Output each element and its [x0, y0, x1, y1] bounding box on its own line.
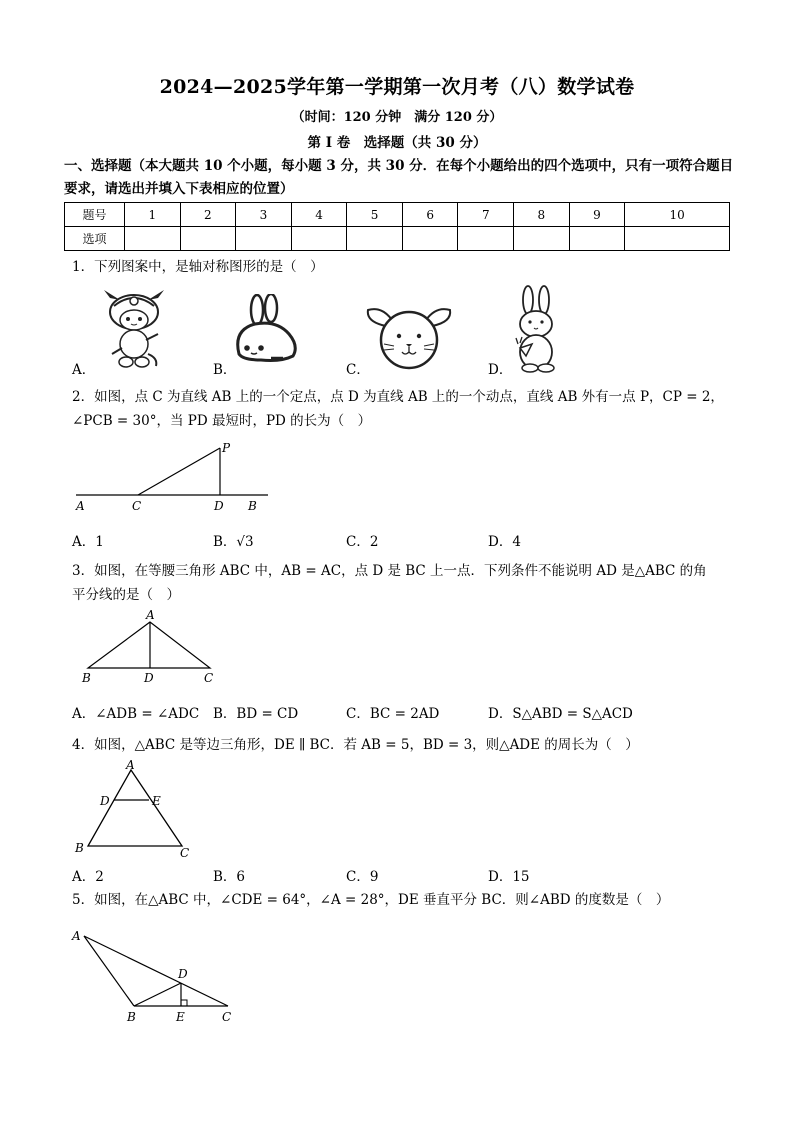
table-number-cell: 6 — [402, 203, 458, 227]
q4-label-b: B — [75, 841, 84, 855]
table-number-cell: 9 — [569, 203, 625, 227]
q4-diagram — [72, 758, 202, 860]
answer-cell — [291, 227, 347, 251]
table-label-answer: 选项 — [65, 227, 125, 251]
table-number-cell: 2 — [180, 203, 236, 227]
q4-label-a: A — [126, 758, 135, 772]
table-number-cell: 3 — [236, 203, 292, 227]
q3-label-a: A — [146, 608, 155, 622]
q2-option-b: B．√3 — [213, 534, 254, 550]
q5-label-a: A — [72, 929, 81, 943]
q5-label-c: C — [222, 1010, 232, 1024]
q4-option-c: C．9 — [346, 869, 379, 885]
answer-table-header-row — [65, 203, 730, 227]
answer-cell — [180, 227, 236, 251]
table-number-cell: 4 — [291, 203, 347, 227]
answer-table — [64, 202, 730, 251]
q1-stem: 1．下列图案中，是轴对称图形的是（ ） — [72, 259, 324, 275]
section-instructions: 一、选择题（本大题共 10 个小题，每小题 3 分，共 30 分．在每个小题给出的四个选项中，只有一项符合题目要求，请选出并填入下表相应的位置） — [64, 158, 734, 197]
q5-label-b: B — [127, 1010, 136, 1024]
q2-diagram — [72, 440, 272, 516]
q1-option-d: D． — [488, 362, 513, 378]
exam-subtitle: （时间：120 分钟 满分 120 分） — [291, 110, 503, 125]
q3-option-d: D．S△ABD = S△ACD — [488, 706, 633, 722]
q2-option-d: D．4 — [488, 534, 521, 550]
q5-stem: 5．如图，在△ABC 中，∠CDE = 64°，∠A = 28°，DE 垂直平分 BC．则∠ABD 的度数是（ ） — [72, 892, 670, 908]
rabbit-carrot-figure — [508, 284, 564, 374]
table-number-cell: 8 — [514, 203, 570, 227]
q3-option-b: B．BD = CD — [213, 706, 299, 722]
answer-cell — [625, 227, 730, 251]
q2-option-c: C．2 — [346, 534, 379, 550]
q2-label-a: A — [76, 499, 85, 513]
answer-cell — [514, 227, 570, 251]
q2-stem-line1: 2．如图，点 C 为直线 AB 上的一个定点，点 D 为直线 AB 上的一个动点，直线 AB 外有一点 P，CP = 2， — [72, 389, 724, 405]
answer-cell — [125, 227, 181, 251]
q2-stem-line2: ∠PCB = 30°，当 PD 最短时，PD 的长为（ ） — [72, 413, 372, 429]
q4-label-d: D — [100, 794, 110, 808]
table-number-cell: 10 — [625, 203, 730, 227]
q3-label-d: D — [144, 671, 154, 685]
table-number-cell: 5 — [347, 203, 403, 227]
q3-label-b: B — [82, 671, 91, 685]
q4-option-b: B．6 — [213, 869, 246, 885]
q2-option-a: A．1 — [72, 534, 104, 550]
q1-option-b: B． — [213, 362, 237, 378]
q2-label-b: B — [248, 499, 257, 513]
q3-stem-line2: 平分线的是（ ） — [72, 587, 180, 603]
exam-title: 2024—2025学年第一学期第一次月考（八）数学试卷 — [159, 76, 635, 98]
rabbit-face-figure — [364, 300, 454, 372]
q5-diagram — [68, 922, 248, 1026]
answer-cell — [458, 227, 514, 251]
table-number-cell: 7 — [458, 203, 514, 227]
q3-label-c: C — [204, 671, 214, 685]
q4-option-d: D．15 — [488, 869, 530, 885]
q3-diagram — [76, 608, 226, 688]
q1-option-a: A． — [72, 362, 96, 378]
answer-cell — [347, 227, 403, 251]
q4-label-c: C — [180, 846, 190, 860]
part-title: 第 I 卷 选择题（共 30 分） — [307, 135, 487, 151]
q4-label-e: E — [152, 794, 161, 808]
q1-option-c: C． — [346, 362, 370, 378]
q5-label-e: E — [176, 1010, 185, 1024]
q2-label-p: P — [222, 441, 231, 455]
rabbit-side-figure — [231, 294, 301, 366]
q4-option-a: A．2 — [72, 869, 104, 885]
answer-cell — [402, 227, 458, 251]
q2-label-c: C — [132, 499, 142, 513]
q2-label-d: D — [214, 499, 224, 513]
q3-option-a: A．∠ADB = ∠ADC — [72, 706, 200, 722]
table-label-number: 题号 — [65, 203, 125, 227]
q4-stem: 4．如图，△ABC 是等边三角形，DE ∥ BC．若 AB = 5，BD = 3，则△ADE 的周长为（ ） — [72, 737, 639, 753]
table-number-cell: 1 — [125, 203, 181, 227]
answer-table-answer-row — [65, 227, 730, 251]
answer-cell — [236, 227, 292, 251]
kuromi-figure — [96, 288, 172, 370]
q5-label-d: D — [178, 967, 188, 981]
q3-stem-line1: 3．如图，在等腰三角形 ABC 中，AB = AC，点 D 是 BC 上一点．下列条件不能说明 AD 是△ABC 的角 — [72, 563, 707, 579]
q3-option-c: C．BC = 2AD — [346, 706, 440, 722]
answer-cell — [569, 227, 625, 251]
